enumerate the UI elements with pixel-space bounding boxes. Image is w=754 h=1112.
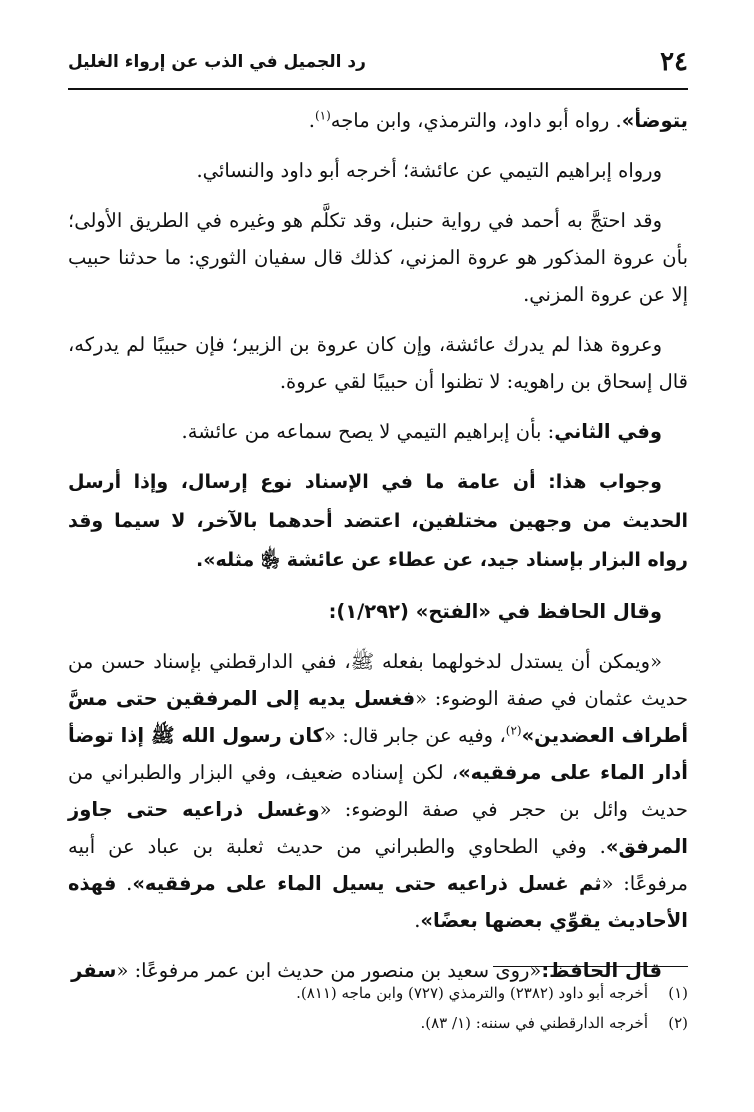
hadith-bold: كان رسول الله ﷺ إذا توضأ أدار الماء على مرفقيه» bbox=[68, 724, 688, 784]
paragraph-lead: قال الحافظ: bbox=[541, 959, 662, 982]
quote-text: ، وفيه عن جابر قال: « bbox=[324, 724, 506, 747]
footnote-1 bbox=[68, 978, 688, 1008]
paragraph-end-mark: . bbox=[308, 109, 315, 132]
footnote-text: أخرجه الدارقطني في سننه: (١/ ٨٣). bbox=[420, 1014, 648, 1032]
footnote-number: (١) bbox=[668, 984, 688, 1002]
header-rule bbox=[68, 88, 688, 90]
quote-text: . bbox=[414, 909, 421, 932]
section-lead: وقال الحافظ في «الفتح» (١/٢٩٢): bbox=[328, 600, 662, 623]
footnote-2 bbox=[68, 1008, 688, 1038]
paragraph-7 bbox=[68, 593, 688, 630]
paragraph-6 bbox=[68, 463, 688, 580]
page-number: ٢٤ bbox=[660, 47, 688, 77]
footnotes bbox=[68, 978, 688, 1038]
footnote-ref-1[interactable]: (١) bbox=[314, 108, 331, 123]
hadith-bold: فغسل يديه إلى المرفقين حتى مسَّ أطراف العضدين» bbox=[68, 687, 688, 747]
footnote-number: (٢) bbox=[668, 1014, 688, 1032]
paragraph-text: : أن عامة ما في الإسناد نوع إرسال، وإذا أرسل الحديث من وجهين مختلفين، اعتضد أحدهما بالآخر، لا سيما وقد رواه البزار بإسناد جيد، عن عطاء عن عائشة ﵂ مثله». bbox=[68, 471, 688, 571]
paragraph-text: : بأن إبراهيم التيمي لا يصح سماعه من عائشة. bbox=[181, 420, 555, 443]
paragraph-text: . رواه أبو داود، والترمذي، وابن ماجه bbox=[330, 109, 622, 132]
paragraph-lead: وفي الثاني bbox=[554, 420, 662, 443]
paragraph-lead: وجواب هذا bbox=[555, 471, 662, 493]
main-text bbox=[68, 102, 688, 1002]
bold-quote-end: يتوضأ» bbox=[621, 109, 688, 132]
hadith-bold: ثم غسل ذراعيه حتى يسيل الماء على مرفقيه» bbox=[132, 872, 602, 895]
paragraph-5 bbox=[68, 413, 688, 450]
quote-text: . bbox=[116, 872, 133, 895]
quote-text: «ويمكن أن يستدل لدخولهما بفعله ﷺ، ففي الدارقطني بإسناد حسن من حديث عثمان في صفة الوضوء: « bbox=[68, 650, 688, 710]
book-page bbox=[68, 0, 688, 1112]
hadith-bold: وغسل ذراعيه حتى جاوز المرفق» bbox=[68, 798, 688, 858]
quote-text: ، لكن إسناده ضعيف، وفي البزار والطبراني من حديث وائل بن حجر في صفة الوضوء: « bbox=[68, 761, 688, 821]
page-header bbox=[68, 40, 688, 84]
paragraph-text: «روى سعيد بن منصور من حديث ابن عمر مرفوعًا: « bbox=[116, 959, 542, 982]
paragraph-tail: سفر bbox=[71, 959, 117, 982]
paragraph-1 bbox=[68, 102, 688, 139]
footnote-rule bbox=[493, 966, 688, 967]
footnote-text: أخرجه أبو داود (٢٣٨٢) والترمذي (٧٢٧) وابن ماجه (٨١١). bbox=[296, 984, 648, 1002]
quote-text: . وفي الطحاوي والطبراني من حديث ثعلبة بن عباد عن أبيه مرفوعًا: « bbox=[68, 835, 688, 895]
footnote-ref-2[interactable]: (٢) bbox=[505, 723, 522, 738]
running-title: رد الجميل في الذب عن إرواء الغليل bbox=[68, 52, 366, 72]
paragraph-3: وقد احتجَّ به أحمد في رواية حنبل، وقد تكلَّم هو وغيره في الطريق الأولى؛ بأن عروة المذكور هو عروة المزني، كذلك قال سفيان الثوري: ما حدثنا حبيب إلا عن عروة المزني. bbox=[68, 209, 688, 306]
paragraph-2: ورواه إبراهيم التيمي عن عائشة؛ أخرجه أبو داود والنسائي. bbox=[196, 159, 662, 182]
paragraph-4: وعروة هذا لم يدرك عائشة، وإن كان عروة بن الزبير؛ فإن حبيبًا لم يدركه، قال إسحاق بن راهويه: لا تظنوا أن حبيبًا لقي عروة. bbox=[68, 333, 688, 393]
conclusion-bold: فهذه الأحاديث يقوِّي بعضها بعضًا» bbox=[68, 872, 688, 932]
paragraph-8 bbox=[68, 643, 688, 939]
